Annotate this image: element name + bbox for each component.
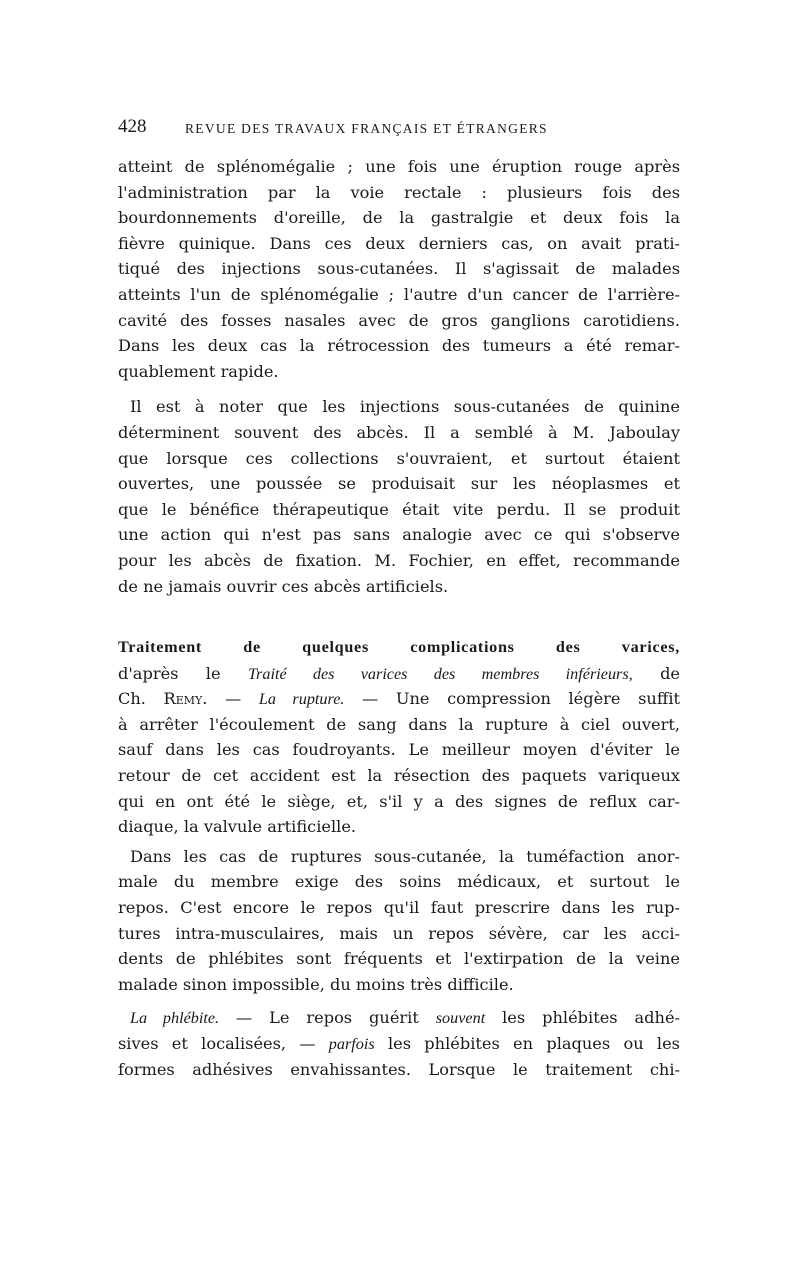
paragraph-5 [118,1005,680,1082]
text-line: male du membre exige des soins médicaux, et surtout le [118,872,680,892]
text-line: tures intra-musculaires, mais un repos sévère, car les acci- [118,923,680,943]
text-fragment: — Le repos guérit [219,1008,436,1028]
section-title: Traitement de quelques complications des varices, [118,638,680,657]
text-line: Dans les deux cas la rétrocession des tumeurs a été remar- [118,336,680,356]
emphasis: parfois [328,1035,375,1053]
paragraph-4 [118,844,680,998]
page-number: 428 [118,116,147,137]
text-line: l'administration par la voie rectale : plusieurs fois des [118,182,680,202]
text-fragment: sives et localisées, — [118,1034,329,1053]
text-line: Dans les cas de ruptures sous-cutanée, la tuméfaction anor- [130,846,680,866]
subsection-title: La phlébite. [130,1009,220,1028]
text-line: que le bénéfice thérapeutique était vite perdu. Il se produit [118,499,680,519]
text-line: repos. C'est encore le repos qu'il faut prescrire dans les rup- [118,898,680,918]
text-fragment: les phlébites en plaques ou les [374,1034,680,1053]
text-line: Il est à noter que les injections sous-cutanées de quinine [130,397,680,417]
text-line [118,661,680,687]
book-title: Traité des varices des membres inférieurs, [247,664,633,683]
running-head: REVUE DES TRAVAUX FRANÇAIS ET ÉTRANGERS [185,121,548,136]
paragraph-1 [118,154,680,384]
text-line: que lorsque ces collections s'ouvraient, et surtout étaient [118,448,680,468]
text-fragment: — [207,689,259,709]
text-line: formes adhésives envahissantes. Lorsque le traitement chi- [118,1059,680,1079]
text-line [118,1031,680,1057]
text-line: tiqué des injections sous-cutanées. Il s'agissait de malades [118,259,680,279]
text-line: atteints l'un de splénomégalie ; l'autre d'un cancer de l'arrière- [118,284,680,304]
text-line [118,1005,680,1031]
text-line: à arrêter l'écoulement de sang dans la rupture à ciel ouvert, [118,714,680,734]
text-line: fièvre quinique. Dans ces deux derniers cas, on avait prati- [118,233,680,253]
text-fragment: de [660,663,681,683]
author-name: emy. [175,689,208,709]
text-line: atteint de splénomégalie ; une fois une éruption rouge après [118,157,680,176]
book-page [118,112,680,1082]
text-line: une action qui n'est pas sans analogie avec ce qui s'observe [118,525,680,545]
section-paragraph [118,635,680,840]
text-line: malade sinon impossible, du moins très difficile. [118,974,514,994]
subsection-title: La rupture. [258,690,345,709]
author-initial: Ch. R [118,689,176,709]
text-line: de ne jamais ouvrir ces abcès artificiels. [118,576,449,596]
paragraph-2 [118,394,680,599]
text-line: quablement rapide. [118,361,279,381]
text-line: déterminent souvent des abcès. Il a semblé à M. Jaboulay [118,422,680,442]
text-line: pour les abcès de fixation. M. Fochier, en effet, recommande [118,550,680,570]
text-line: diaque, la valvule artificielle. [118,817,357,837]
text-fragment: d'après le [118,663,221,683]
text-line: bourdonnements d'oreille, de la gastralgie et deux fois la [118,208,680,228]
text-fragment: les phlébites adhé- [485,1008,680,1028]
text-fragment: — Une compression légère suffit [344,689,680,709]
text-line: dents de phlébites sont fréquents et l'extirpation de la veine [118,949,680,969]
text-line [118,686,680,712]
text-line: retour de cet accident est la résection des paquets variqueux [118,766,680,786]
text-line: cavité des fosses nasales avec de gros ganglions carotidiens. [118,310,680,330]
text-line: qui en ont été le siège, et, s'il y a des signes de reflux car- [118,791,680,811]
page-header [118,112,680,142]
emphasis: souvent [435,1009,486,1028]
text-line: sauf dans les cas foudroyants. Le meilleur moyen d'éviter le [118,740,680,760]
text-line: ouvertes, une poussée se produisait sur les néoplasmes et [118,474,680,494]
